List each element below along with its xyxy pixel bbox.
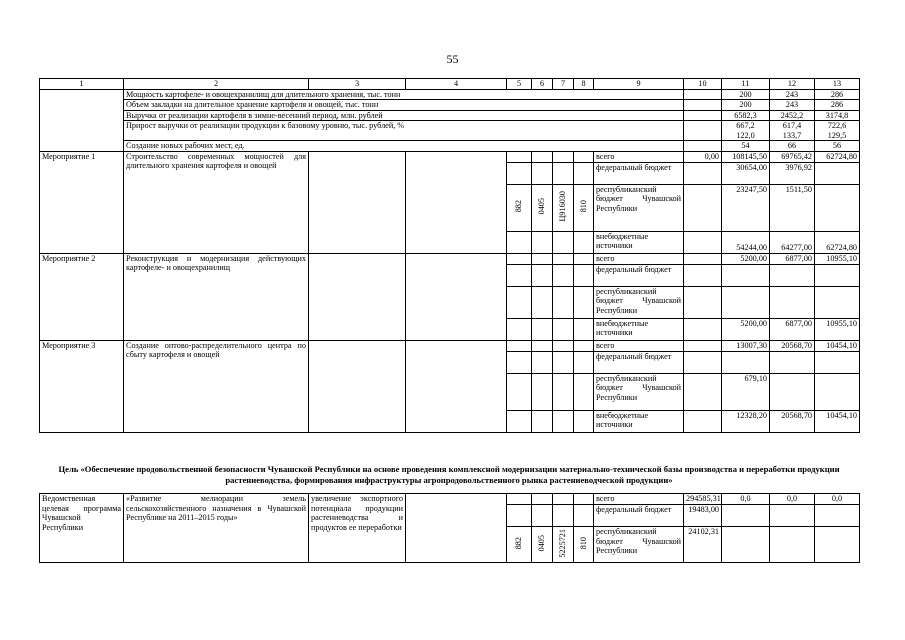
measure-1-description: Строительство современных мощностей для длительного хранения картофеля и овощей (124, 151, 309, 253)
kbk-expense-code: 810 (574, 527, 594, 563)
amount: 3976,92 (770, 162, 815, 184)
kbk-ministry-code: 882 (507, 527, 532, 563)
source-label: внебюджетные источники (594, 231, 684, 253)
amount: 30654,00 (722, 162, 770, 184)
col-num: 8 (574, 79, 594, 90)
amount: 6877,00 (770, 318, 815, 340)
source-label: всего (594, 253, 684, 264)
amount: 54244,00 (722, 231, 770, 253)
col-num: 12 (770, 79, 815, 90)
indicator-value: 243 (770, 89, 815, 100)
amount: 64277,00 (770, 231, 815, 253)
indicator-label: Мощность картофеле- и овощехранилищ для длительного хранения, тыс. тонн (124, 89, 684, 100)
indicator-value: 667,2 122,0 (722, 121, 770, 141)
kbk-expense-code: 810 (574, 184, 594, 231)
source-label: внебюджетные источники (594, 318, 684, 340)
col-num: 10 (684, 79, 722, 90)
indicator-value: 200 (722, 100, 770, 111)
amount: 19483,00 (684, 505, 722, 527)
goal-heading: Цель «Обеспечение продовольственной безопасности Чувашской Республики на основе проведения комплексной модернизации материально-технической базы производства и переработки продукции растениеводства, формирования инфраструктуры агропродовольственного рынка растениеводческой продукции» (58, 464, 840, 485)
column-number-row (40, 79, 860, 90)
kbk-ministry-code: 882 (507, 184, 532, 231)
source-label: федеральный бюджет (594, 505, 684, 527)
amount: 108145,50 (722, 151, 770, 162)
col-num: 13 (815, 79, 860, 90)
amount: 23247,50 (722, 184, 770, 231)
measure-1-total-row (40, 151, 860, 162)
amount: 10454,10 (815, 410, 860, 432)
indicator-row (40, 100, 860, 111)
vp-total-row (40, 494, 860, 505)
kbk-section-code: 0405 (532, 184, 553, 231)
source-label: республиканский бюджет Чувашской Республики (594, 527, 684, 563)
measure-1-name: Мероприятие 1 (40, 151, 124, 253)
col-num: 3 (309, 79, 406, 90)
indicator-value: 243 (770, 100, 815, 111)
amount: 12328,20 (722, 410, 770, 432)
amount: 5200,00 (722, 318, 770, 340)
measure-2-total-row (40, 253, 860, 264)
indicator-value: 200 (722, 89, 770, 100)
indicator-label: Объем закладки на длительное хранение картофеля и овощей, тыс. тонн (124, 100, 684, 111)
source-label: республиканский бюджет Чувашской Республики (594, 184, 684, 231)
indicator-value: 56 (815, 141, 860, 152)
amount: 62724,80 (815, 151, 860, 162)
program-table (39, 78, 860, 433)
indicator-row (40, 110, 860, 121)
indicator-row (40, 121, 860, 141)
vp-result: увеличение экспортного потенциала продукции растениеводства и продуктов ее переработки (309, 494, 406, 563)
amount: 20568,70 (770, 340, 815, 351)
measure-3-name: Мероприятие 3 (40, 340, 124, 432)
source-label: всего (594, 340, 684, 351)
departmental-program-table (39, 493, 860, 563)
source-label: всего (594, 494, 684, 505)
amount: 6877,00 (770, 253, 815, 264)
vp-description: «Развитие мелиорации земель сельскохозяйственного назначения в Чувашской Республике на 2011–2015 годы» (124, 494, 309, 563)
amount: 62724,80 (815, 231, 860, 253)
source-label: федеральный бюджет (594, 264, 684, 286)
amount: 1511,50 (770, 184, 815, 231)
kbk-section-code: 0405 (532, 527, 553, 563)
indicator-label: Прирост выручки от реализации продукции к базовому уровню, тыс. рублей, % (124, 121, 684, 141)
col-num: 2 (124, 79, 309, 90)
amount: 294585,31 (684, 494, 722, 505)
indicator-label: Выручка от реализации картофеля в зимне-весенний период, млн. рублей (124, 110, 684, 121)
source-label: внебюджетные источники (594, 410, 684, 432)
amount: 13007,30 (722, 340, 770, 351)
indicator-value: 617,4 133,7 (770, 121, 815, 141)
source-label: всего (594, 151, 684, 162)
amount: 0,0 (815, 494, 860, 505)
amount: 0,0 (722, 494, 770, 505)
amount: 69765,42 (770, 151, 815, 162)
amount: 0,00 (684, 151, 722, 162)
page-number: 55 (446, 52, 459, 66)
amount: 5200,00 (722, 253, 770, 264)
indicator-value: 54 (722, 141, 770, 152)
col-num: 6 (532, 79, 553, 90)
indicator-value: 2452,2 (770, 110, 815, 121)
vp-name: Ведомственная целевая программа Чувашской Республики (40, 494, 124, 563)
amount: 24102,31 (684, 527, 722, 563)
col-num: 1 (40, 79, 124, 90)
col-num: 11 (722, 79, 770, 90)
measure-3-description: Создание оптово-распределительного центра по сбыту картофеля и овощей (124, 340, 309, 432)
source-label: федеральный бюджет (594, 162, 684, 184)
indicator-row (40, 89, 860, 100)
kbk-target-code: 5225721 (553, 527, 574, 563)
indicator-row (40, 141, 860, 152)
amount: 10955,10 (815, 253, 860, 264)
amount: 679,10 (722, 373, 770, 410)
source-label: федеральный бюджет (594, 351, 684, 373)
col-num: 4 (406, 79, 507, 90)
indicator-value: 722,6 129,5 (815, 121, 860, 141)
source-label: республиканский бюджет Чувашской Республики (594, 286, 684, 318)
amount: 20568,70 (770, 410, 815, 432)
amount: 0,0 (770, 494, 815, 505)
measure-2-description: Реконструкция и модернизация действующих картофеле- и овощехранилищ (124, 253, 309, 340)
amount: 10955,10 (815, 318, 860, 340)
indicator-value: 66 (770, 141, 815, 152)
kbk-target-code: Ц916030 (553, 184, 574, 231)
col-num: 5 (507, 79, 532, 90)
indicator-value: 286 (815, 89, 860, 100)
measure-3-total-row (40, 340, 860, 351)
col-num: 7 (553, 79, 574, 90)
amount: 10454,10 (815, 340, 860, 351)
indicator-value: 3174,8 (815, 110, 860, 121)
source-label: республиканский бюджет Чувашской Республики (594, 373, 684, 410)
col-num: 9 (594, 79, 684, 90)
indicator-value: 286 (815, 100, 860, 111)
indicator-label: Создание новых рабочих мест, ед. (124, 141, 684, 152)
measure-2-name: Мероприятие 2 (40, 253, 124, 340)
indicator-value: 6582,3 (722, 110, 770, 121)
